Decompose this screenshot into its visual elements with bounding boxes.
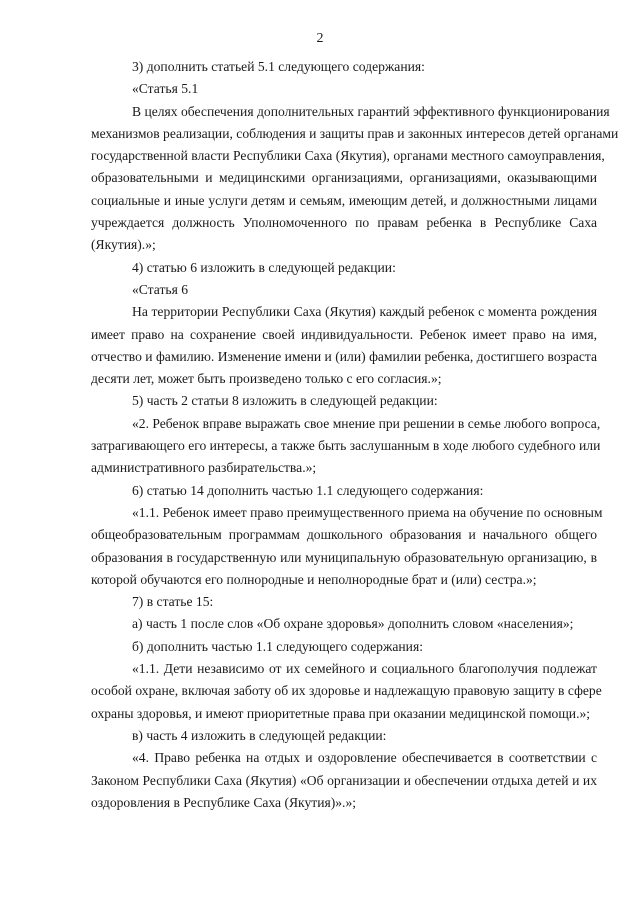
text-line: охраны здоровья, и имеют приоритетные права при оказании медицинской помощи.»;	[91, 705, 591, 721]
text-line: в) часть 4 изложить в следующей редакции:	[132, 727, 387, 743]
text-line: 6) статью 14 дополнить частью 1.1 следующего содержания:	[132, 482, 484, 498]
text-line: государственной власти Республики Саха (Якутия), органами местного самоуправления,	[91, 148, 605, 164]
paragraph	[91, 613, 597, 635]
text-line: 7) в статье 15:	[132, 594, 214, 610]
paragraph	[91, 725, 597, 747]
paragraph	[91, 747, 597, 814]
paragraph	[91, 78, 597, 100]
text-line: а) часть 1 после слов «Об охране здоровья» дополнить словом «населения»;	[132, 616, 574, 632]
text-line: имеет право на сохранение своей индивидуальности. Ребенок имеет право на имя,	[91, 326, 597, 342]
text-line: десяти лет, может быть произведено только с его согласия.»;	[91, 371, 442, 387]
text-line: 5) часть 2 статьи 8 изложить в следующей редакции:	[132, 393, 438, 409]
text-line: б) дополнить частью 1.1 следующего содержания:	[132, 638, 423, 654]
text-line: особой охране, включая заботу об их здоровье и надлежащую правовую защиту в сфере	[91, 683, 602, 699]
text-line: На территории Республики Саха (Якутия) каждый ребенок с момента рождения	[132, 304, 597, 320]
text-line: учреждается должность Уполномоченного по правам ребенка в Республике Саха	[91, 215, 597, 231]
text-line: отчество и фамилию. Изменение имени и (или) фамилии ребенка, достигшего возраста	[91, 348, 597, 364]
text-line: «Статья 6	[132, 281, 189, 297]
text-line: «1.1. Дети независимо от их семейного и социального благополучия подлежат	[132, 661, 597, 677]
paragraph	[91, 279, 597, 301]
paragraph	[91, 56, 597, 78]
page-number: 2	[316, 31, 324, 46]
text-line: 3) дополнить статьей 5.1 следующего содержания:	[132, 59, 425, 74]
paragraph	[91, 591, 597, 613]
paragraph	[91, 257, 597, 279]
text-line: социальные и иные услуги детям и семьям, имеющим детей, и должностными лицами	[91, 192, 597, 208]
text-line: (Якутия).»;	[91, 237, 156, 253]
text-line: 4) статью 6 изложить в следующей редакции:	[132, 259, 396, 275]
text-line: образования в государственную или муниципальную образовательную организацию, в	[91, 549, 597, 565]
text-line: административного разбирательства.»;	[91, 460, 317, 476]
text-line: общеобразовательным программам дошкольного образования и начального общего	[91, 527, 597, 543]
paragraph	[91, 390, 597, 412]
text-line: Законом Республики Саха (Якутия) «Об организации и обеспечении отдыха детей и их	[91, 772, 597, 788]
paragraph	[91, 301, 597, 390]
text-line: «4. Право ребенка на отдых и оздоровление обеспечивается в соответствии с	[132, 750, 597, 766]
paragraph	[91, 658, 602, 725]
text-line: затрагивающего его интересы, а также быть заслушанным в ходе любого судебного или	[91, 438, 601, 454]
text-line: оздоровления в Республике Саха (Якутия)».»;	[91, 794, 357, 810]
text-line: В целях обеспечения дополнительных гарантий эффективного функционирования	[132, 103, 610, 119]
paragraph	[91, 636, 597, 658]
text-line: «1.1. Ребенок имеет право преимущественного приема на обучение по основным	[132, 504, 603, 520]
text-line: «2. Ребенок вправе выражать свое мнение при решении в семье любого вопроса,	[132, 415, 601, 431]
paragraph	[91, 413, 601, 480]
paragraph	[91, 101, 619, 257]
paragraph	[91, 480, 597, 502]
text-line: которой обучаются его полнородные и неполнородные брат и (или) сестра.»;	[91, 571, 537, 587]
text-line: механизмов реализации, соблюдения и защиты прав и законных интересов детей органами	[91, 125, 619, 141]
text-line: «Статья 5.1	[132, 81, 199, 97]
paragraph	[91, 502, 603, 591]
text-line: образовательными и медицинскими организациями, организациями, оказывающими	[91, 170, 597, 186]
document-body	[91, 56, 619, 814]
